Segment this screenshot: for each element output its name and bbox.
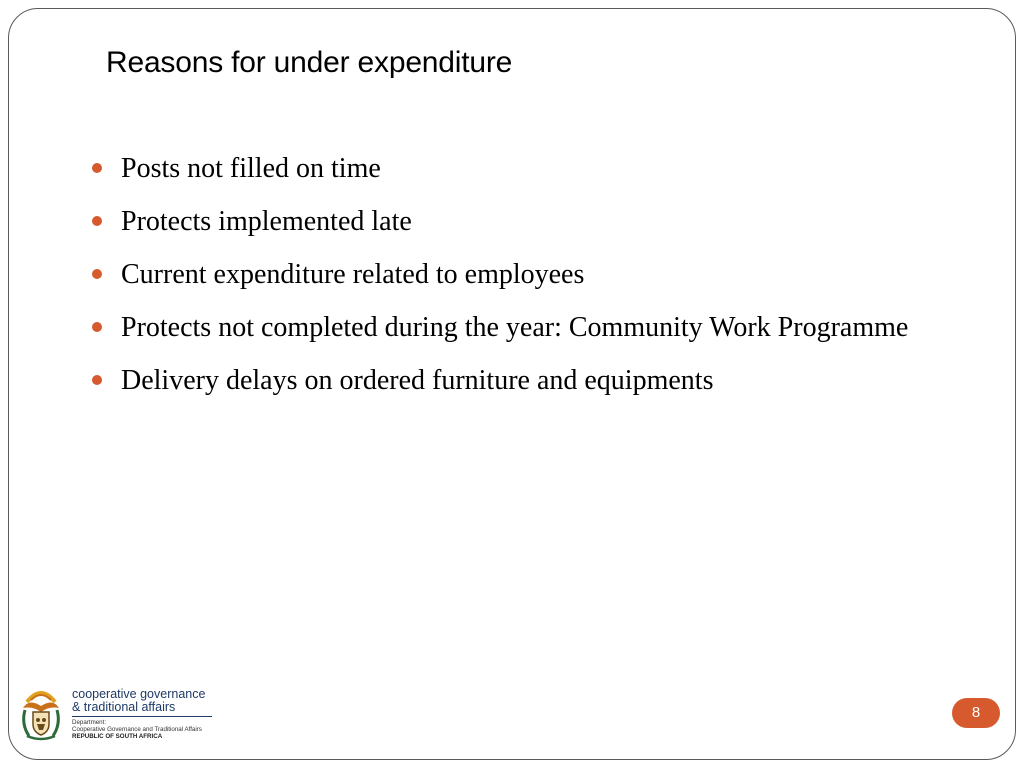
bullet-text: Delivery delays on ordered furniture and equipments [121, 365, 714, 396]
slide-title: Reasons for under expenditure [106, 46, 513, 79]
bullet-item [90, 146, 920, 191]
bullet-item [90, 358, 920, 403]
coat-of-arms-icon [19, 686, 63, 742]
bullet-dot-icon [92, 269, 102, 279]
logo-name-line1: cooperative governance [72, 687, 206, 701]
bullet-list [90, 146, 920, 411]
bullet-dot-icon [92, 163, 102, 173]
page-number-badge: 8 [952, 698, 1000, 728]
bullet-text: Protects not completed during the year: Community Work Programme [121, 312, 909, 343]
bullet-item [90, 252, 920, 297]
bullet-item [90, 305, 920, 350]
logo-dept-name: Cooperative Governance and Traditional Affairs [72, 726, 202, 733]
bullet-text: Protects implemented late [121, 206, 412, 237]
bullet-item [90, 199, 920, 244]
logo-name-line2: & traditional affairs [72, 700, 176, 714]
logo-divider [72, 716, 212, 717]
logo-dept-label: Department: [72, 719, 107, 726]
logo-country: REPUBLIC OF SOUTH AFRICA [72, 733, 163, 740]
bullet-text: Posts not filled on time [121, 153, 381, 184]
bullet-dot-icon [92, 322, 102, 332]
bullet-text: Current expenditure related to employees [121, 259, 585, 290]
department-logo [19, 680, 219, 744]
bullet-dot-icon [92, 216, 102, 226]
bullet-dot-icon [92, 375, 102, 385]
